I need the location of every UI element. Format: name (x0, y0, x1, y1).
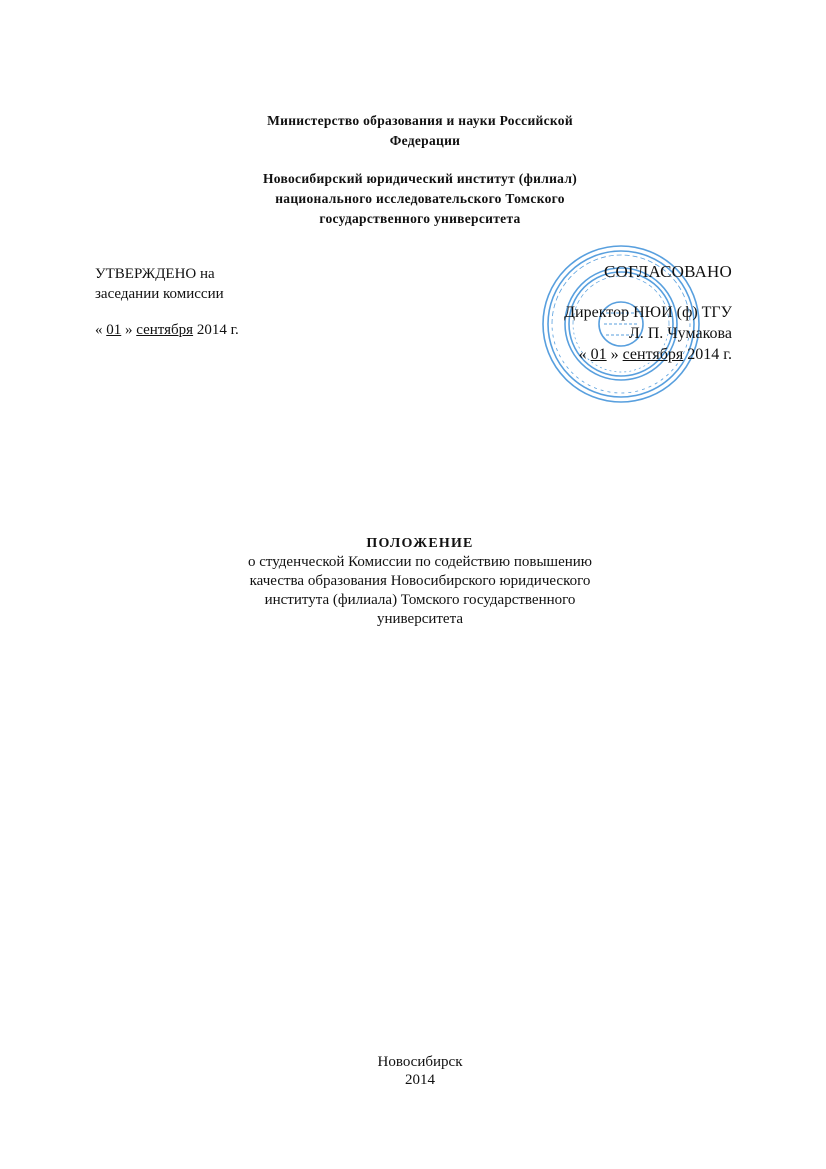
document-heading: ПОЛОЖЕНИЕ (366, 536, 474, 551)
footer-city: Новосибирск (377, 1054, 463, 1070)
document-line-3: института (филиала) Томского государственного (264, 592, 576, 608)
agreed-title: СОГЛАСОВАНО (603, 262, 732, 281)
agreed-day: 01 (590, 346, 607, 363)
approved-day: 01 (106, 322, 122, 338)
institute-line-1: Новосибирский юридический институт (филиал) (262, 171, 578, 186)
agreed-year: 2014 г. (687, 346, 732, 363)
institute-line-2: национального исследовательского Томского (275, 191, 565, 206)
agreed-month: сентября (622, 346, 684, 363)
agreed-date-open: « (578, 346, 587, 363)
document-line-1: о студенческой Комиссии по содействию повышению (247, 554, 593, 570)
approved-month: сентября (136, 322, 194, 338)
ministry-line-1: Министерство образования и науки Российской (267, 113, 573, 128)
institute-line-3: государственного университета (319, 211, 521, 226)
approved-date (95, 320, 239, 340)
ministry-line-2: Федерации (389, 133, 461, 148)
approved-year: 2014 г. (196, 322, 239, 338)
agreed-date-mid: » (610, 346, 619, 363)
approved-line-1: УТВЕРЖДЕНО на (95, 266, 215, 282)
document-title (180, 534, 660, 629)
agreed-block (492, 261, 732, 365)
approved-date-mid: » (125, 322, 133, 338)
approved-date-open: « (95, 322, 103, 338)
document-line-2: качества образования Новосибирского юридического (249, 573, 591, 589)
document-line-4: университета (376, 611, 463, 627)
institute-header (200, 169, 640, 229)
footer-year: 2014 (405, 1072, 435, 1088)
ministry-header (200, 111, 640, 151)
agreed-position: Директор НЮИ (ф) ТГУ (564, 304, 732, 321)
approved-line-2: заседании комиссии (95, 286, 224, 302)
agreed-name: Л. П. Чумакова (628, 325, 732, 342)
approved-block (95, 264, 239, 340)
footer (300, 1053, 540, 1089)
agreed-date (492, 344, 732, 365)
